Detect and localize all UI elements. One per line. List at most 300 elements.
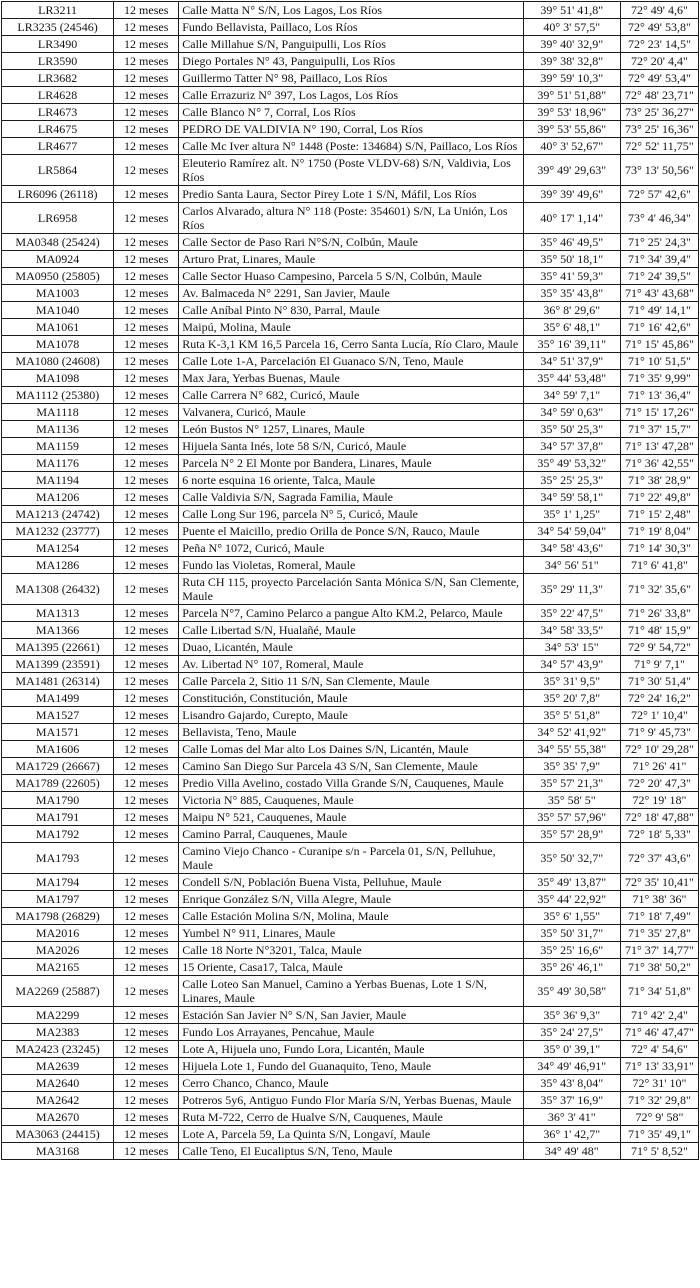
longitude-cell: 71° 14' 30,3" bbox=[620, 540, 698, 557]
site-id-cell: MA1308 (26432) bbox=[2, 574, 114, 605]
address-cell: León Bustos N° 1257, Linares, Maule bbox=[179, 421, 523, 438]
table-row bbox=[2, 673, 699, 690]
table-row bbox=[2, 336, 699, 353]
site-id-cell: LR3235 (24546) bbox=[2, 19, 114, 36]
latitude-cell: 40° 3' 52,67" bbox=[523, 138, 620, 155]
period-cell: 12 meses bbox=[114, 724, 179, 741]
site-id-cell: MA1098 bbox=[2, 370, 114, 387]
site-id-cell: MA1366 bbox=[2, 622, 114, 639]
latitude-cell: 35° 6' 1,55" bbox=[523, 908, 620, 925]
latitude-cell: 39° 59' 10,3" bbox=[523, 70, 620, 87]
latitude-cell: 35° 29' 11,3" bbox=[523, 574, 620, 605]
table-row bbox=[2, 557, 699, 574]
period-cell: 12 meses bbox=[114, 506, 179, 523]
period-cell: 12 meses bbox=[114, 942, 179, 959]
address-cell: Parcela N° 2 El Monte por Bandera, Linares, Maule bbox=[179, 455, 523, 472]
latitude-cell: 34° 53' 15" bbox=[523, 639, 620, 656]
site-id-cell: MA0348 (25424) bbox=[2, 234, 114, 251]
latitude-cell: 35° 49' 13,87" bbox=[523, 874, 620, 891]
latitude-cell: 35° 35' 43,8" bbox=[523, 285, 620, 302]
latitude-cell: 35° 57' 28,9" bbox=[523, 826, 620, 843]
address-cell: Predio Villa Avelino, costado Villa Grande S/N, Cauquenes, Maule bbox=[179, 775, 523, 792]
table-row bbox=[2, 622, 699, 639]
latitude-cell: 40° 17' 1,14" bbox=[523, 203, 620, 234]
longitude-cell: 72° 18' 5,33" bbox=[620, 826, 698, 843]
address-cell: Valvanera, Curicó, Maule bbox=[179, 404, 523, 421]
table-row bbox=[2, 1058, 699, 1075]
period-cell: 12 meses bbox=[114, 792, 179, 809]
period-cell: 12 meses bbox=[114, 639, 179, 656]
latitude-cell: 36° 3' 41" bbox=[523, 1109, 620, 1126]
address-cell: Ruta CH 115, proyecto Parcelación Santa Mónica S/N, San Clemente, Maule bbox=[179, 574, 523, 605]
site-id-cell: MA0950 (25805) bbox=[2, 268, 114, 285]
table-row bbox=[2, 809, 699, 826]
site-id-cell: LR3590 bbox=[2, 53, 114, 70]
address-cell: Maipu N° 521, Cauquenes, Maule bbox=[179, 809, 523, 826]
period-cell: 12 meses bbox=[114, 336, 179, 353]
latitude-cell: 34° 49' 48" bbox=[523, 1143, 620, 1160]
table-row bbox=[2, 605, 699, 622]
site-id-cell: LR4673 bbox=[2, 104, 114, 121]
longitude-cell: 72° 49' 53,4" bbox=[620, 70, 698, 87]
period-cell: 12 meses bbox=[114, 976, 179, 1007]
latitude-cell: 35° 6' 48,1" bbox=[523, 319, 620, 336]
period-cell: 12 meses bbox=[114, 2, 179, 19]
period-cell: 12 meses bbox=[114, 387, 179, 404]
latitude-cell: 34° 59' 7,1" bbox=[523, 387, 620, 404]
table-row bbox=[2, 19, 699, 36]
latitude-cell: 34° 58' 33,5" bbox=[523, 622, 620, 639]
sites-table-body bbox=[2, 2, 699, 1160]
site-id-cell: MA2269 (25887) bbox=[2, 976, 114, 1007]
address-cell: Calle Aníbal Pinto N° 830, Parral, Maule bbox=[179, 302, 523, 319]
table-row bbox=[2, 523, 699, 540]
latitude-cell: 35° 0' 39,1" bbox=[523, 1041, 620, 1058]
period-cell: 12 meses bbox=[114, 925, 179, 942]
period-cell: 12 meses bbox=[114, 1058, 179, 1075]
longitude-cell: 72° 9' 58" bbox=[620, 1109, 698, 1126]
period-cell: 12 meses bbox=[114, 489, 179, 506]
table-row bbox=[2, 387, 699, 404]
site-id-cell: MA1792 bbox=[2, 826, 114, 843]
period-cell: 12 meses bbox=[114, 285, 179, 302]
longitude-cell: 72° 57' 42,6" bbox=[620, 186, 698, 203]
period-cell: 12 meses bbox=[114, 809, 179, 826]
site-id-cell: MA1176 bbox=[2, 455, 114, 472]
period-cell: 12 meses bbox=[114, 1109, 179, 1126]
address-cell: Eleuterio Ramírez alt. N° 1750 (Poste VLDV-68) S/N, Valdivia, Los Ríos bbox=[179, 155, 523, 186]
address-cell: Peña N° 1072, Curicó, Maule bbox=[179, 540, 523, 557]
longitude-cell: 72° 9' 54,72" bbox=[620, 639, 698, 656]
period-cell: 12 meses bbox=[114, 1075, 179, 1092]
site-id-cell: MA3168 bbox=[2, 1143, 114, 1160]
period-cell: 12 meses bbox=[114, 775, 179, 792]
address-cell: Enrique González S/N, Villa Alegre, Maule bbox=[179, 891, 523, 908]
period-cell: 12 meses bbox=[114, 1041, 179, 1058]
latitude-cell: 35° 24' 27,5" bbox=[523, 1024, 620, 1041]
longitude-cell: 71° 13' 33,91" bbox=[620, 1058, 698, 1075]
latitude-cell: 39° 53' 18,96" bbox=[523, 104, 620, 121]
longitude-cell: 71° 13' 36,4" bbox=[620, 387, 698, 404]
latitude-cell: 34° 51' 37,9" bbox=[523, 353, 620, 370]
site-id-cell: MA1206 bbox=[2, 489, 114, 506]
table-row bbox=[2, 506, 699, 523]
latitude-cell: 35° 57' 21,3" bbox=[523, 775, 620, 792]
longitude-cell: 71° 35' 49,1" bbox=[620, 1126, 698, 1143]
period-cell: 12 meses bbox=[114, 404, 179, 421]
site-id-cell: MA1499 bbox=[2, 690, 114, 707]
table-row bbox=[2, 1024, 699, 1041]
longitude-cell: 71° 35' 9,99" bbox=[620, 370, 698, 387]
address-cell: Lote A, Parcela 59, La Quinta S/N, Longaví, Maule bbox=[179, 1126, 523, 1143]
latitude-cell: 34° 49' 46,91" bbox=[523, 1058, 620, 1075]
address-cell: Constitución, Constitución, Maule bbox=[179, 690, 523, 707]
longitude-cell: 71° 38' 36" bbox=[620, 891, 698, 908]
table-row bbox=[2, 455, 699, 472]
longitude-cell: 71° 34' 39,4" bbox=[620, 251, 698, 268]
table-row bbox=[2, 285, 699, 302]
longitude-cell: 71° 37' 14,77" bbox=[620, 942, 698, 959]
period-cell: 12 meses bbox=[114, 353, 179, 370]
address-cell: PEDRO DE VALDIVIA N° 190, Corral, Los Ríos bbox=[179, 121, 523, 138]
longitude-cell: 71° 25' 24,3" bbox=[620, 234, 698, 251]
longitude-cell: 72° 23' 14,5" bbox=[620, 36, 698, 53]
longitude-cell: 72° 24' 16,2" bbox=[620, 690, 698, 707]
longitude-cell: 71° 38' 50,2" bbox=[620, 959, 698, 976]
longitude-cell: 71° 34' 51,8" bbox=[620, 976, 698, 1007]
latitude-cell: 35° 58' 5" bbox=[523, 792, 620, 809]
latitude-cell: 35° 36' 9,3" bbox=[523, 1007, 620, 1024]
latitude-cell: 35° 1' 1,25" bbox=[523, 506, 620, 523]
table-row bbox=[2, 186, 699, 203]
site-id-cell: LR6958 bbox=[2, 203, 114, 234]
address-cell: Bellavista, Teno, Maule bbox=[179, 724, 523, 741]
address-cell: Arturo Prat, Linares, Maule bbox=[179, 251, 523, 268]
latitude-cell: 35° 46' 49,5" bbox=[523, 234, 620, 251]
longitude-cell: 71° 13' 47,28" bbox=[620, 438, 698, 455]
table-row bbox=[2, 404, 699, 421]
address-cell: Fundo Los Arrayanes, Pencahue, Maule bbox=[179, 1024, 523, 1041]
longitude-cell: 72° 31' 10" bbox=[620, 1075, 698, 1092]
longitude-cell: 71° 10' 51,5" bbox=[620, 353, 698, 370]
table-row bbox=[2, 1092, 699, 1109]
site-id-cell: LR6096 (26118) bbox=[2, 186, 114, 203]
site-id-cell: MA1791 bbox=[2, 809, 114, 826]
period-cell: 12 meses bbox=[114, 656, 179, 673]
address-cell: Calle Lomas del Mar alto Los Daines S/N, Licantén, Maule bbox=[179, 741, 523, 758]
address-cell: 6 norte esquina 16 oriente, Talca, Maule bbox=[179, 472, 523, 489]
site-id-cell: MA1118 bbox=[2, 404, 114, 421]
table-row bbox=[2, 724, 699, 741]
site-id-cell: MA1286 bbox=[2, 557, 114, 574]
period-cell: 12 meses bbox=[114, 319, 179, 336]
table-row bbox=[2, 792, 699, 809]
period-cell: 12 meses bbox=[114, 438, 179, 455]
latitude-cell: 35° 50' 25,3" bbox=[523, 421, 620, 438]
period-cell: 12 meses bbox=[114, 523, 179, 540]
table-row bbox=[2, 489, 699, 506]
address-cell: Camino Parral, Cauquenes, Maule bbox=[179, 826, 523, 843]
latitude-cell: 35° 31' 9,5" bbox=[523, 673, 620, 690]
address-cell: 15 Oriente, Casa17, Talca, Maule bbox=[179, 959, 523, 976]
site-id-cell: LR4677 bbox=[2, 138, 114, 155]
period-cell: 12 meses bbox=[114, 268, 179, 285]
longitude-cell: 72° 4' 54,6" bbox=[620, 1041, 698, 1058]
site-id-cell: MA1790 bbox=[2, 792, 114, 809]
site-id-cell: MA1040 bbox=[2, 302, 114, 319]
address-cell: Camino Viejo Chanco - Curanipe s/n - Parcela 01, S/N, Pelluhue, Maule bbox=[179, 843, 523, 874]
period-cell: 12 meses bbox=[114, 758, 179, 775]
longitude-cell: 73° 4' 46,34" bbox=[620, 203, 698, 234]
table-row bbox=[2, 908, 699, 925]
address-cell: Diego Portales N° 43, Panguipulli, Los Ríos bbox=[179, 53, 523, 70]
table-row bbox=[2, 472, 699, 489]
table-row bbox=[2, 438, 699, 455]
period-cell: 12 meses bbox=[114, 741, 179, 758]
site-id-cell: MA2165 bbox=[2, 959, 114, 976]
period-cell: 12 meses bbox=[114, 673, 179, 690]
longitude-cell: 72° 48' 23,71" bbox=[620, 87, 698, 104]
address-cell: Calle Sector Huaso Campesino, Parcela 5 S/N, Colbún, Maule bbox=[179, 268, 523, 285]
period-cell: 12 meses bbox=[114, 251, 179, 268]
period-cell: 12 meses bbox=[114, 234, 179, 251]
latitude-cell: 34° 52' 41,92" bbox=[523, 724, 620, 741]
period-cell: 12 meses bbox=[114, 908, 179, 925]
table-row bbox=[2, 959, 699, 976]
latitude-cell: 35° 5' 51,8" bbox=[523, 707, 620, 724]
table-row bbox=[2, 251, 699, 268]
address-cell: Calle 18 Norte N°3201, Talca, Maule bbox=[179, 942, 523, 959]
longitude-cell: 71° 6' 41,8" bbox=[620, 557, 698, 574]
longitude-cell: 71° 15' 45,86" bbox=[620, 336, 698, 353]
table-row bbox=[2, 741, 699, 758]
table-row bbox=[2, 87, 699, 104]
period-cell: 12 meses bbox=[114, 622, 179, 639]
period-cell: 12 meses bbox=[114, 370, 179, 387]
longitude-cell: 71° 37' 15,7" bbox=[620, 421, 698, 438]
address-cell: Calle Teno, El Eucaliptus S/N, Teno, Maule bbox=[179, 1143, 523, 1160]
site-id-cell: MA2383 bbox=[2, 1024, 114, 1041]
latitude-cell: 35° 50' 32,7" bbox=[523, 843, 620, 874]
address-cell: Calle Blanco N° 7, Corral, Los Ríos bbox=[179, 104, 523, 121]
period-cell: 12 meses bbox=[114, 186, 179, 203]
site-id-cell: MA1136 bbox=[2, 421, 114, 438]
site-id-cell: MA1798 (26829) bbox=[2, 908, 114, 925]
period-cell: 12 meses bbox=[114, 874, 179, 891]
period-cell: 12 meses bbox=[114, 19, 179, 36]
period-cell: 12 meses bbox=[114, 826, 179, 843]
longitude-cell: 71° 5' 8,52" bbox=[620, 1143, 698, 1160]
table-row bbox=[2, 302, 699, 319]
period-cell: 12 meses bbox=[114, 707, 179, 724]
longitude-cell: 72° 19' 18" bbox=[620, 792, 698, 809]
address-cell: Calle Matta N° S/N, Los Lagos, Los Ríos bbox=[179, 2, 523, 19]
longitude-cell: 72° 1' 10,4" bbox=[620, 707, 698, 724]
period-cell: 12 meses bbox=[114, 605, 179, 622]
longitude-cell: 71° 26' 33,8" bbox=[620, 605, 698, 622]
address-cell: Carlos Alvarado, altura N° 118 (Poste: 354601) S/N, La Unión, Los Ríos bbox=[179, 203, 523, 234]
table-row bbox=[2, 1075, 699, 1092]
table-row bbox=[2, 53, 699, 70]
latitude-cell: 35° 43' 8,04" bbox=[523, 1075, 620, 1092]
period-cell: 12 meses bbox=[114, 843, 179, 874]
period-cell: 12 meses bbox=[114, 421, 179, 438]
site-id-cell: MA1112 (25380) bbox=[2, 387, 114, 404]
longitude-cell: 71° 42' 2,4" bbox=[620, 1007, 698, 1024]
address-cell: Hijuela Lote 1, Fundo del Guanaquito, Teno, Maule bbox=[179, 1058, 523, 1075]
table-row bbox=[2, 121, 699, 138]
address-cell: Guillermo Tatter N° 98, Paillaco, Los Ríos bbox=[179, 70, 523, 87]
table-row bbox=[2, 203, 699, 234]
period-cell: 12 meses bbox=[114, 1092, 179, 1109]
latitude-cell: 35° 44' 22,92" bbox=[523, 891, 620, 908]
site-id-cell: MA2642 bbox=[2, 1092, 114, 1109]
site-id-cell: MA3063 (24415) bbox=[2, 1126, 114, 1143]
address-cell: Yumbel N° 911, Linares, Maule bbox=[179, 925, 523, 942]
latitude-cell: 39° 51' 41,8" bbox=[523, 2, 620, 19]
latitude-cell: 39° 49' 29,63" bbox=[523, 155, 620, 186]
address-cell: Potreros 5y6, Antiguo Fundo Flor María S/N, Yerbas Buenas, Maule bbox=[179, 1092, 523, 1109]
period-cell: 12 meses bbox=[114, 155, 179, 186]
site-id-cell: LR3490 bbox=[2, 36, 114, 53]
period-cell: 12 meses bbox=[114, 557, 179, 574]
site-id-cell: MA1232 (23777) bbox=[2, 523, 114, 540]
latitude-cell: 34° 59' 58,1" bbox=[523, 489, 620, 506]
sites-table bbox=[1, 1, 699, 1160]
site-id-cell: MA1797 bbox=[2, 891, 114, 908]
address-cell: Cerro Chanco, Chanco, Maule bbox=[179, 1075, 523, 1092]
address-cell: Calle Sector de Paso Rari N°S/N, Colbún, Maule bbox=[179, 234, 523, 251]
table-row bbox=[2, 138, 699, 155]
site-id-cell: MA1395 (22661) bbox=[2, 639, 114, 656]
site-id-cell: MA1313 bbox=[2, 605, 114, 622]
latitude-cell: 34° 59' 0,63" bbox=[523, 404, 620, 421]
site-id-cell: MA1527 bbox=[2, 707, 114, 724]
table-row bbox=[2, 656, 699, 673]
table-row bbox=[2, 874, 699, 891]
table-row bbox=[2, 155, 699, 186]
longitude-cell: 73° 13' 50,56" bbox=[620, 155, 698, 186]
address-cell: Duao, Licantén, Maule bbox=[179, 639, 523, 656]
period-cell: 12 meses bbox=[114, 1007, 179, 1024]
site-id-cell: MA1003 bbox=[2, 285, 114, 302]
longitude-cell: 71° 49' 14,1" bbox=[620, 302, 698, 319]
longitude-cell: 71° 46' 47,47" bbox=[620, 1024, 698, 1041]
address-cell: Lisandro Gajardo, Curepto, Maule bbox=[179, 707, 523, 724]
address-cell: Camino San Diego Sur Parcela 43 S/N, San Clemente, Maule bbox=[179, 758, 523, 775]
site-id-cell: MA1481 (26314) bbox=[2, 673, 114, 690]
table-row bbox=[2, 1143, 699, 1160]
site-id-cell: MA0924 bbox=[2, 251, 114, 268]
table-row bbox=[2, 758, 699, 775]
address-cell: Maipú, Molina, Maule bbox=[179, 319, 523, 336]
longitude-cell: 71° 26' 41" bbox=[620, 758, 698, 775]
latitude-cell: 34° 54' 59,04" bbox=[523, 523, 620, 540]
table-row bbox=[2, 319, 699, 336]
address-cell: Fundo las Violetas, Romeral, Maule bbox=[179, 557, 523, 574]
latitude-cell: 34° 55' 55,38" bbox=[523, 741, 620, 758]
period-cell: 12 meses bbox=[114, 121, 179, 138]
table-row bbox=[2, 1126, 699, 1143]
site-id-cell: MA2423 (23245) bbox=[2, 1041, 114, 1058]
latitude-cell: 35° 26' 46,1" bbox=[523, 959, 620, 976]
longitude-cell: 72° 37' 43,6" bbox=[620, 843, 698, 874]
period-cell: 12 meses bbox=[114, 87, 179, 104]
address-cell: Predio Santa Laura, Sector Pirey Lote 1 S/N, Máfil, Los Ríos bbox=[179, 186, 523, 203]
latitude-cell: 34° 57' 37,8" bbox=[523, 438, 620, 455]
longitude-cell: 71° 15' 17,26" bbox=[620, 404, 698, 421]
table-row bbox=[2, 639, 699, 656]
table-row bbox=[2, 36, 699, 53]
latitude-cell: 35° 50' 18,1" bbox=[523, 251, 620, 268]
longitude-cell: 72° 49' 4,6" bbox=[620, 2, 698, 19]
longitude-cell: 71° 38' 28,9" bbox=[620, 472, 698, 489]
address-cell: Condell S/N, Población Buena Vista, Pelluhue, Maule bbox=[179, 874, 523, 891]
address-cell: Calle Lote 1-A, Parcelación El Guanaco S/N, Teno, Maule bbox=[179, 353, 523, 370]
address-cell: Hijuela Santa Inés, lote 58 S/N, Curicó, Maule bbox=[179, 438, 523, 455]
table-row bbox=[2, 104, 699, 121]
table-row bbox=[2, 690, 699, 707]
site-id-cell: LR5864 bbox=[2, 155, 114, 186]
address-cell: Lote A, Hijuela uno, Fundo Lora, Licantén, Maule bbox=[179, 1041, 523, 1058]
longitude-cell: 71° 32' 29,8" bbox=[620, 1092, 698, 1109]
latitude-cell: 34° 57' 43,9" bbox=[523, 656, 620, 673]
address-cell: Parcela N°7, Camino Pelarco a pangue Alto KM.2, Pelarco, Maule bbox=[179, 605, 523, 622]
latitude-cell: 35° 25' 16,6" bbox=[523, 942, 620, 959]
longitude-cell: 71° 22' 49,8" bbox=[620, 489, 698, 506]
address-cell: Av. Balmaceda N° 2291, San Javier, Maule bbox=[179, 285, 523, 302]
address-cell: Calle Estación Molina S/N, Molina, Maule bbox=[179, 908, 523, 925]
address-cell: Calle Loteo San Manuel, Camino a Yerbas Buenas, Lote 1 S/N, Linares, Maule bbox=[179, 976, 523, 1007]
site-id-cell: MA2670 bbox=[2, 1109, 114, 1126]
period-cell: 12 meses bbox=[114, 53, 179, 70]
table-row bbox=[2, 70, 699, 87]
latitude-cell: 36° 8' 29,6" bbox=[523, 302, 620, 319]
latitude-cell: 40° 3' 57,5" bbox=[523, 19, 620, 36]
latitude-cell: 35° 41' 59,3" bbox=[523, 268, 620, 285]
longitude-cell: 71° 16' 42,6" bbox=[620, 319, 698, 336]
site-id-cell: MA1571 bbox=[2, 724, 114, 741]
latitude-cell: 35° 20' 7,8" bbox=[523, 690, 620, 707]
longitude-cell: 72° 49' 53,8" bbox=[620, 19, 698, 36]
address-cell: Puente el Maicillo, predio Orilla de Ponce S/N, Rauco, Maule bbox=[179, 523, 523, 540]
latitude-cell: 35° 37' 16,9" bbox=[523, 1092, 620, 1109]
site-id-cell: LR3211 bbox=[2, 2, 114, 19]
period-cell: 12 meses bbox=[114, 1024, 179, 1041]
address-cell: Calle Valdivia S/N, Sagrada Familia, Maule bbox=[179, 489, 523, 506]
table-row bbox=[2, 421, 699, 438]
site-id-cell: MA2016 bbox=[2, 925, 114, 942]
latitude-cell: 39° 38' 32,8" bbox=[523, 53, 620, 70]
address-cell: Calle Millahue S/N, Panguipulli, Los Ríos bbox=[179, 36, 523, 53]
site-id-cell: LR4628 bbox=[2, 87, 114, 104]
latitude-cell: 34° 56' 51" bbox=[523, 557, 620, 574]
site-id-cell: MA2639 bbox=[2, 1058, 114, 1075]
longitude-cell: 72° 35' 10,41" bbox=[620, 874, 698, 891]
longitude-cell: 71° 43' 43,68" bbox=[620, 285, 698, 302]
latitude-cell: 35° 35' 7,9" bbox=[523, 758, 620, 775]
table-row bbox=[2, 891, 699, 908]
site-id-cell: MA1729 (26667) bbox=[2, 758, 114, 775]
longitude-cell: 71° 19' 8,04" bbox=[620, 523, 698, 540]
address-cell: Ruta K-3,1 KM 16,5 Parcela 16, Cerro Santa Lucía, Río Claro, Maule bbox=[179, 336, 523, 353]
latitude-cell: 35° 44' 53,48" bbox=[523, 370, 620, 387]
site-id-cell: MA1078 bbox=[2, 336, 114, 353]
latitude-cell: 35° 50' 31,7" bbox=[523, 925, 620, 942]
table-row bbox=[2, 574, 699, 605]
latitude-cell: 35° 49' 53,32" bbox=[523, 455, 620, 472]
period-cell: 12 meses bbox=[114, 104, 179, 121]
